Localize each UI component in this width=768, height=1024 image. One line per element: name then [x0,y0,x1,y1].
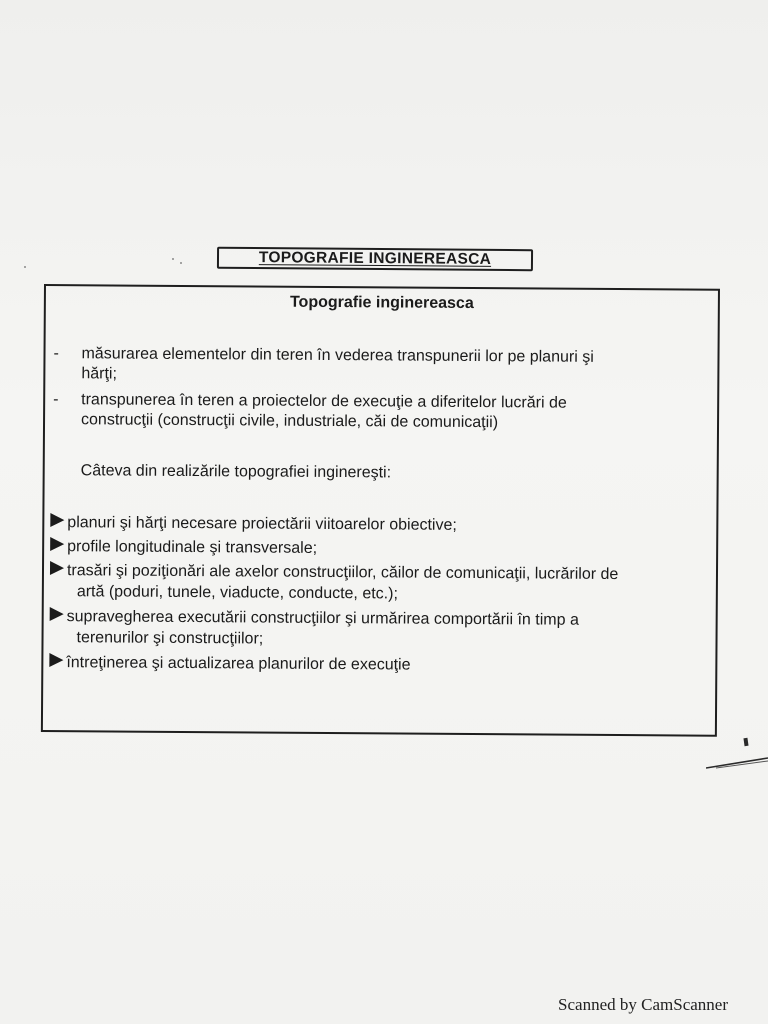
text-line: măsurarea elementelor din teren în vederea transpunerii lor pe planuri şi [81,345,594,366]
text-line: supravegherea executării construcţiilor şi urmărirea comportării în timp a [66,608,579,629]
dash-item-text [81,344,701,388]
dash-item-text [81,390,701,434]
text-line: întreţinerea şi actualizarea planurilor de execuţie [66,654,411,674]
triangle-bullet-icon [50,513,64,527]
box-heading: Topografie inginereasca [289,293,474,313]
intro-text: Câteva din realizările topografiei inginereşti: [80,462,392,482]
bullet-list-item [50,536,710,563]
bullet-item-text [66,606,711,653]
bullet-item-text [66,652,711,678]
text-line: transpunerea în teren a proiectelor de execuţie a diferitelor lucrări de [81,391,567,412]
bullet-list-item [49,606,709,655]
scan-speck [24,266,26,268]
text-line: artă (poduri, tunele, viaducte, conducte, etc.); [76,583,398,603]
text-line: construcţii (construcţii civile, industriale, căi de comunicaţii) [80,411,499,432]
scanner-watermark: Scanned by CamScanner [558,995,728,1014]
bullet-list-item [49,652,709,679]
triangle-bullet-icon [49,653,63,667]
dash-marker: - [53,391,59,409]
bullet-list-item [50,512,710,539]
document-title: TOPOGRAFIE INGINEREASCA [258,249,492,268]
bullet-item-text [67,536,712,562]
bullet-item-text [67,560,712,607]
scan-speck [172,258,174,260]
dash-marker: - [53,345,59,363]
document-title-frame [217,247,533,271]
dash-list-item [45,390,717,439]
triangle-bullet-icon [50,561,64,575]
text-line: trasări şi poziţionări ale axelor construcţiilor, căilor de comunicaţii, lucrărilor de [66,562,619,584]
triangle-bullet-icon [50,607,64,621]
text-line: profile longitudinale şi transversale; [67,538,318,557]
bullet-item-text [67,512,712,538]
dash-list-item [45,344,717,393]
content-box [41,284,720,737]
text-line: terenurilor şi construcţiilor; [76,629,264,648]
text-line: planuri şi hărţi necesare proiectării viitoarelor obiective; [67,514,457,534]
page-edge-stroke [706,756,768,770]
triangle-bullet-icon [50,537,64,551]
scan-speck [180,262,182,264]
bullet-list-item [50,560,710,609]
text-line: hărţi; [81,365,118,383]
